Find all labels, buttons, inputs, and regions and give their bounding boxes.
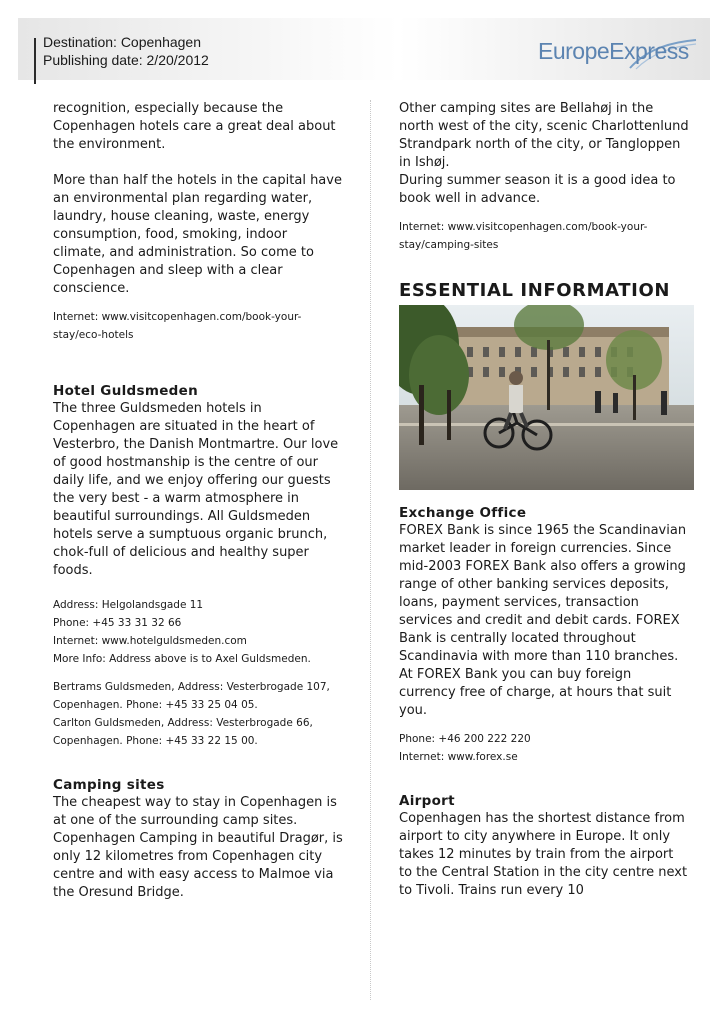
- camping-sites-link[interactable]: Internet: www.visitcopenhagen.com/book-your-stay/camping-sites: [399, 221, 648, 251]
- header-accent-bar: [34, 38, 36, 84]
- guldsmeden-heading: Hotel Guldsmeden: [53, 383, 198, 399]
- exchange-office-heading: Exchange Office: [399, 505, 527, 521]
- guldsmeden-phone: Phone: +45 33 31 32 66: [53, 617, 182, 629]
- guldsmeden-address: Address: Helgolandsgade 11: [53, 599, 204, 611]
- europe-express-logo: [538, 38, 698, 72]
- guldsmeden-website[interactable]: Internet: www.hotelguldsmeden.com: [53, 635, 247, 647]
- intro-paragraph-2: More than half the hotels in the capital have an environmental plan regarding water, laundry, house cleaning, waste, energy consumption, food, smoking, indoor climate, and administration. So come to Copenhagen and sleep with a clear conscience.: [53, 173, 342, 296]
- carlton-info: Carlton Guldsmeden, Address: Vesterbrogade 66, Copenhagen. Phone: +45 33 22 15 00.: [53, 717, 313, 747]
- intro-paragraph-1: recognition, especially because the Copenhagen hotels care a great deal about the environment.: [53, 101, 336, 152]
- destination-label: Destination: Copenhagen: [43, 34, 202, 50]
- summer-advice: During summer season it is a good idea to book well in advance.: [399, 173, 676, 206]
- exchange-office-body: FOREX Bank is since 1965 the Scandinavian market leader in foreign currencies. Since mid-2003 FOREX Bank also offers a growing range of other banking services deposits, loans, payment services, transaction services and credit and debit cards. FOREX Bank is centrally located throughout Scandinavia with more than 110 branches. At FOREX Bank you can buy foreign currency free of charge, at hours that suit you.: [399, 523, 687, 718]
- logo-text: EuropeExpress: [538, 38, 689, 64]
- left-column: [53, 100, 343, 902]
- bertrams-info: Bertrams Guldsmeden, Address: Vesterbrogade 107, Copenhagen. Phone: +45 33 25 04 05.: [53, 681, 330, 711]
- exchange-website[interactable]: Internet: www.forex.se: [399, 751, 518, 763]
- camping-body: The cheapest way to stay in Copenhagen is at one of the surrounding camp sites. Copenhagen Camping in beautiful Dragør, is only 12 kilometres from Copenhagen city centre and with easy access to Malmoe via the Oresund Bridge.: [53, 795, 343, 900]
- camping-heading: Camping sites: [53, 777, 165, 793]
- right-column: [399, 100, 689, 900]
- copenhagen-square-photo: [399, 305, 694, 490]
- eco-hotels-link[interactable]: Internet: www.visitcopenhagen.com/book-your-stay/eco-hotels: [53, 311, 302, 341]
- exchange-phone: Phone: +46 200 222 220: [399, 733, 531, 745]
- airport-heading: Airport: [399, 793, 455, 809]
- publishing-date: Publishing date: 2/20/2012: [43, 52, 209, 68]
- guldsmeden-more-info: More Info: Address above is to Axel Guldsmeden.: [53, 653, 311, 665]
- column-divider: [370, 100, 371, 1000]
- essential-information-heading: ESSENTIAL INFORMATION: [399, 280, 671, 301]
- camping-more-paragraph: Other camping sites are Bellahøj in the north west of the city, scenic Charlottenlund Strandpark north of the city, or Tangloppen in Ishøj.: [399, 101, 689, 170]
- airport-body: Copenhagen has the shortest distance from airport to city anywhere in Europe. It only takes 12 minutes by train from the airport to the Central Station in the city centre next to Tivoli. Trains run every 10: [399, 811, 688, 898]
- guldsmeden-body: The three Guldsmeden hotels in Copenhagen are situated in the heart of Vesterbro, the Danish Montmartre. Our love of good hostmanship is the centre of our daily life, and we enjoy offering our guests the very best - a warm atmosphere in beautiful surroundings. All Guldsmeden hotels serve a sumptuous organic brunch, chok-full of delicious and healthy super foods.: [53, 401, 339, 578]
